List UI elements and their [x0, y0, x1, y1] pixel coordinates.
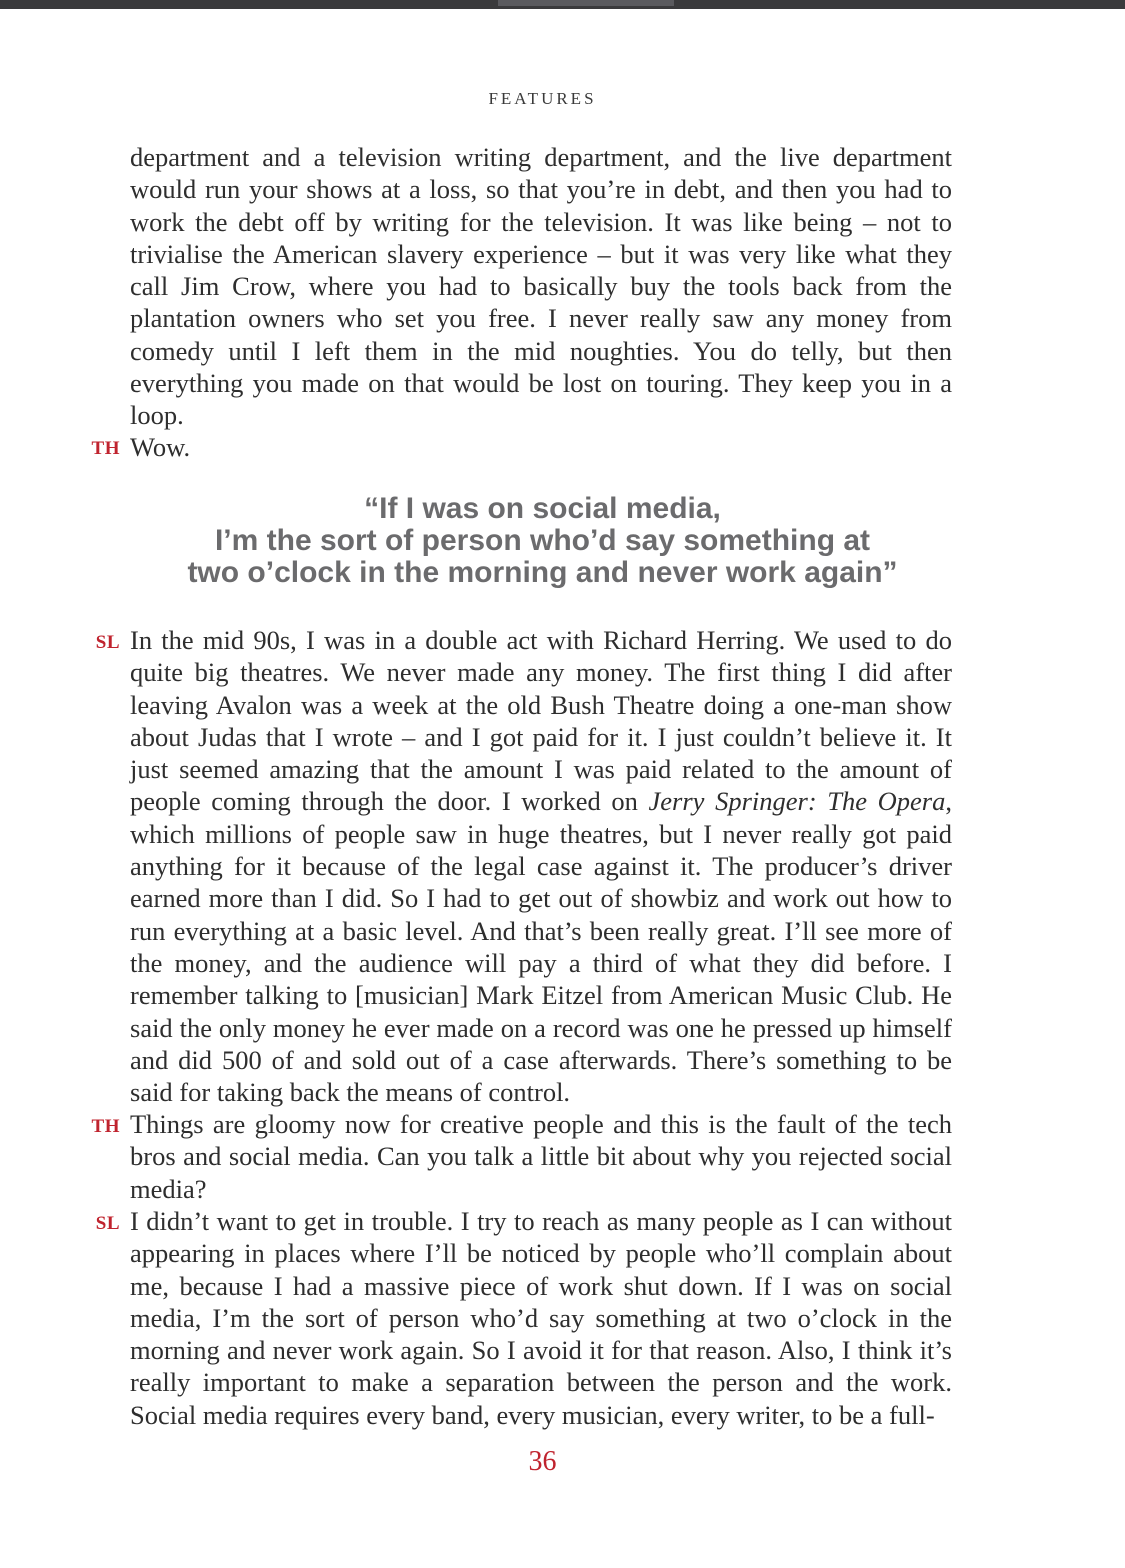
section-header: FEATURES [488, 89, 597, 108]
body-paragraph: Things are gloomy now for creative people and this is the fault of the tech bros and social media. Can you talk a little bit about why you rejected social media? [130, 1109, 952, 1204]
pull-quote-line: two o’clock in the morning and never work again” [187, 556, 898, 589]
speaker-label: TH [91, 438, 120, 459]
speaker-label: TH [91, 1116, 120, 1137]
speaker-label: SL [95, 632, 120, 653]
pull-quote-line: “If I was on social media, [364, 492, 721, 525]
body-paragraph: I didn’t want to get in trouble. I try to reach as many people as I can without appearing in places where I’ll be noticed by people who’ll complain about me, because I had a massive piece of work shut down. If I was on social media, I’m the sort of person who’d say something at two o’clock in the morning and never work again. So I avoid it for that reason. Also, I think it’s really important to make a separation between the person and the work. Social media requires every band, every musician, every writer, to be a full- [130, 1206, 952, 1430]
text-run: In the mid 90s, I was in a double act with Richard Herring. We used to do quite big theatres. We never made any money. The first thing I did after leaving Avalon was a week at the old Bush Theatre doing a one-man show about Judas that I wrote – and I got paid for it. I just couldn’t believe it. It just seemed amazing that the amount I was paid related to the amount of people coming through the door. I worked on [130, 625, 952, 817]
work-title: Jerry Springer: The Opera [648, 786, 946, 817]
pull-quote-line: I’m the sort of person who’d say something at [214, 524, 871, 557]
text-run: , which millions of people saw in huge theatres, but I never really got paid anything for it because of the legal case against it. The producer’s driver earned more than I did. So I had to get out of showbiz and work out how to run everything at a basic level. And that’s been really great. I’ll see more of the money, and the audience will pay a third of what they did before. I remember talking to [musician] Mark Eitzel from American Music Club. He said the only money he ever made on a record was one he pressed up himself and did 500 of and sold out of a case afterwards. There’s something to be said for taking back the means of control. [130, 786, 952, 1108]
body-paragraph: Wow. [130, 432, 191, 462]
speaker-label: SL [95, 1213, 120, 1234]
viewer-tab-indicator[interactable] [498, 0, 674, 6]
page-number: 36 [528, 1446, 557, 1477]
viewer-top-bar [0, 0, 1125, 9]
body-paragraph: department and a television writing department, and the live department would run your shows at a loss, so that you’re in debt, and then you had to work the debt off by writing for the television. It was like being – not to trivialise the American slavery experience – but it was very like what they call Jim Crow, where you had to basically buy the tools back from the plantation owners who set you free. I never really saw any money from comedy until I left them in the mid noughties. You do telly, but then everything you made on that would be lost on touring. They keep you in a loop. [130, 142, 952, 431]
pull-quote [0, 493, 1085, 589]
body-paragraph [130, 624, 952, 1108]
